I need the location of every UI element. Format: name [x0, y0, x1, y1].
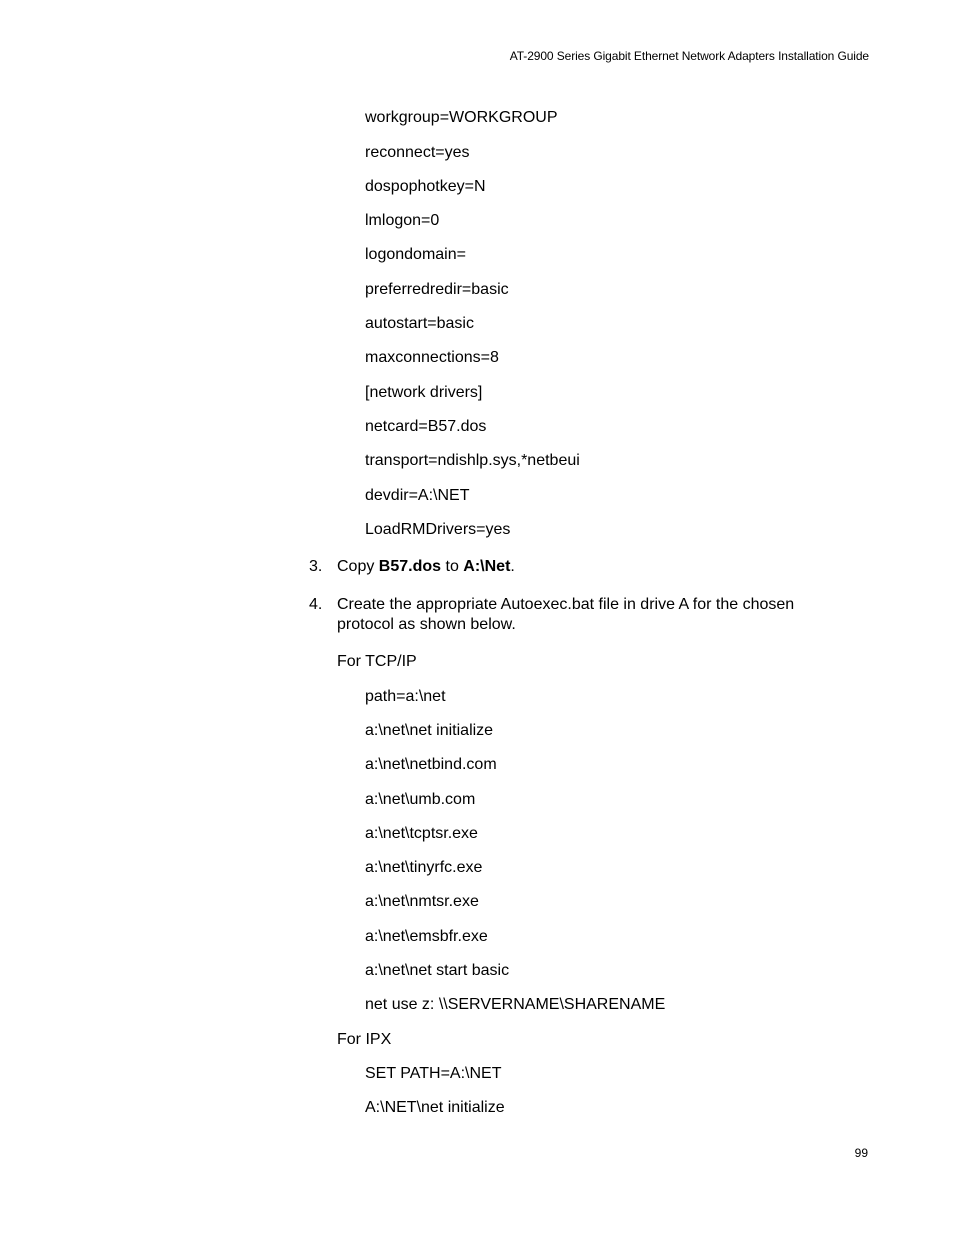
step-number: 3.: [309, 558, 323, 575]
config-line: workgroup=WORKGROUP: [365, 109, 558, 126]
file-name: B57.dos: [378, 558, 442, 575]
config-line: [network drivers]: [365, 384, 483, 401]
tcpip-line: path=a:\net: [365, 688, 446, 705]
config-line: devdir=A:\NET: [365, 487, 470, 504]
config-line: LoadRMDrivers=yes: [365, 521, 511, 538]
step-4: [309, 595, 849, 635]
step-text-middle: to: [441, 558, 464, 575]
tcpip-line: a:\net\tinyrfc.exe: [365, 859, 483, 876]
tcpip-line: a:\net\tcptsr.exe: [365, 825, 478, 842]
ipx-line: SET PATH=A:\NET: [365, 1065, 502, 1082]
config-line: lmlogon=0: [365, 212, 440, 229]
ipx-heading: For IPX: [337, 1031, 392, 1048]
tcpip-line: a:\net\netbind.com: [365, 756, 497, 773]
tcpip-line: net use z: \\SERVERNAME\SHARENAME: [365, 996, 666, 1013]
tcpip-line: a:\net\net initialize: [365, 722, 494, 739]
config-line: autostart=basic: [365, 315, 474, 332]
config-line: reconnect=yes: [365, 144, 470, 161]
page-number: 99: [854, 1146, 868, 1160]
config-line: maxconnections=8: [365, 349, 499, 366]
step-text-suffix: .: [510, 558, 515, 575]
ipx-line: A:\NET\net initialize: [365, 1099, 505, 1116]
config-line: netcard=B57.dos: [365, 418, 487, 435]
tcpip-line: a:\net\umb.com: [365, 791, 476, 808]
step-text: Create the appropriate Autoexec.bat file in drive A for the chosen protocol as shown below.: [337, 596, 795, 633]
tcpip-line: a:\net\nmtsr.exe: [365, 893, 479, 910]
config-line: transport=ndishlp.sys,*netbeui: [365, 452, 580, 469]
step-3: [309, 557, 849, 577]
tcpip-line: a:\net\net start basic: [365, 962, 510, 979]
config-line: preferredredir=basic: [365, 281, 509, 298]
tcpip-heading: For TCP/IP: [337, 653, 417, 670]
config-line: dospophotkey=N: [365, 178, 486, 195]
step-text-prefix: Copy: [337, 558, 379, 575]
step-text: [337, 557, 849, 577]
tcpip-line: a:\net\emsbfr.exe: [365, 928, 488, 945]
config-line: logondomain=: [365, 246, 466, 263]
destination-path: A:\Net: [463, 558, 511, 575]
running-header: AT-2900 Series Gigabit Ethernet Network Adapters Installation Guide: [509, 49, 869, 63]
step-number: 4.: [309, 596, 323, 613]
